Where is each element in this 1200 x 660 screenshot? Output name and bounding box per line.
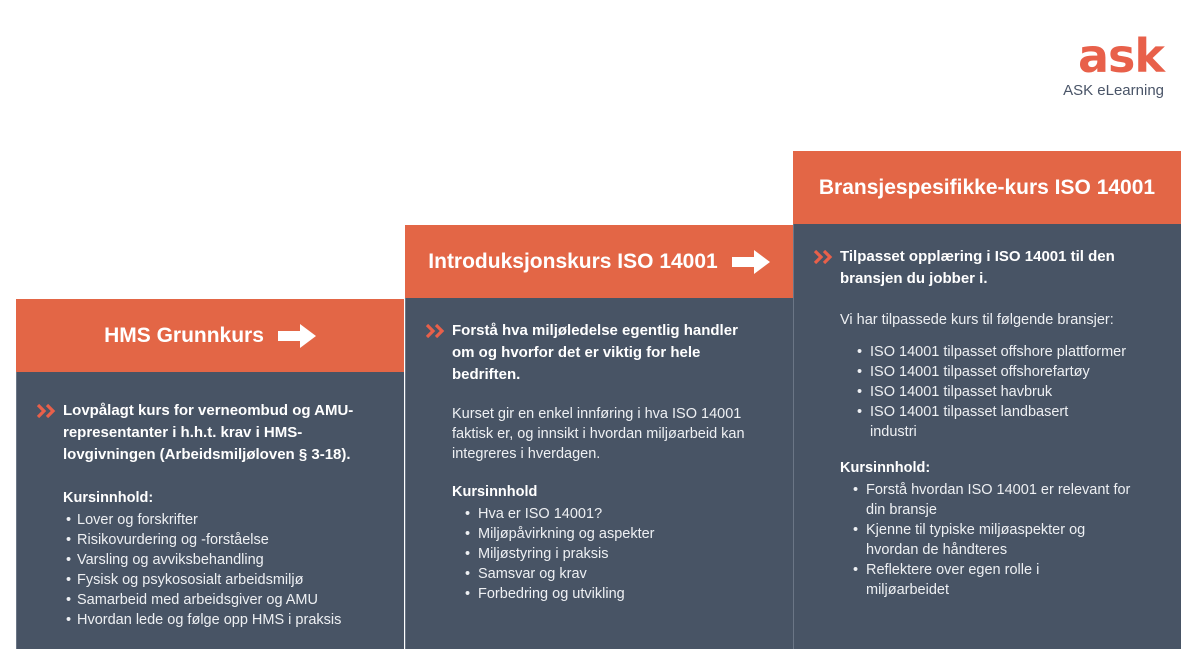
content-item: • Lover og forskrifter [63, 510, 380, 530]
content-item: • Forbedring og utvikling [462, 584, 769, 604]
logo-subtitle: ASK eLearning [1063, 82, 1164, 99]
course-lead: Forstå hva miljøledelse egentlig handler om og hvorfor det er viktig for hele bedriften. [426, 320, 769, 386]
course-header [405, 225, 793, 298]
content-item: • Varsling og avviksbehandling [63, 550, 380, 570]
course-body [793, 224, 1181, 649]
right-arrow-icon [278, 324, 316, 348]
content-title: Kursinnhold: [63, 490, 154, 506]
content-item: • Samsvar og krav [462, 564, 769, 584]
course-column-hms-grunnkurs [16, 299, 404, 649]
ask-elearning-logo [1063, 29, 1164, 99]
right-arrow-icon [732, 250, 770, 274]
content-item: • Miljøpåvirkning og aspekter [462, 524, 769, 544]
course-column-introduksjonskurs [405, 225, 793, 649]
course-title: HMS Grunnkurs [104, 323, 264, 347]
industry-item: • ISO 14001 tilpasset offshore plattformer [854, 342, 1157, 362]
double-chevron-icon [37, 404, 59, 418]
content-list [426, 504, 769, 604]
course-body [16, 372, 404, 649]
content-title: Kursinnhold: [840, 460, 931, 476]
course-lead: Tilpasset opplæring i ISO 14001 til den bransjen du jobber i. [814, 246, 1157, 290]
content-item: • Samarbeid med arbeidsgiver og AMU [63, 590, 380, 610]
content-list [814, 480, 1157, 600]
course-lead: Lovpålagt kurs for verneombud og AMU-representanter i h.h.t. krav i HMS-lovgivningen (Arbeidsmiljøloven § 3-18). [37, 400, 380, 466]
industry-item: • ISO 14001 tilpasset offshorefartøy [854, 362, 1157, 382]
course-body [405, 298, 793, 649]
content-item: • Kjenne til typiske miljøaspekter og hvordan de håndteres [850, 520, 1157, 560]
content-title: Kursinnhold [452, 484, 538, 500]
content-item: • Miljøstyring i praksis [462, 544, 769, 564]
course-column-bransjespesifikke [793, 151, 1181, 649]
double-chevron-icon [814, 250, 836, 264]
course-header [16, 299, 404, 372]
content-item: • Risikovurdering og -forståelse [63, 530, 380, 550]
course-title: Bransjespesifikke-kurs ISO 14001 [818, 175, 1156, 199]
content-item: • Forstå hvordan ISO 14001 er relevant for din bransje [850, 480, 1157, 520]
content-item: • Fysisk og psykososialt arbeidsmiljø [63, 570, 380, 590]
content-item: • Hvordan lede og følge opp HMS i praksis [63, 610, 380, 630]
logo-mark: ask [1077, 29, 1164, 83]
course-description: Vi har tilpassede kurs til følgende bransjer: [840, 312, 1114, 328]
content-item: • Reflektere over egen rolle i miljøarbeidet [850, 560, 1157, 600]
course-title: Introduksjonskurs ISO 14001 [428, 249, 718, 273]
course-description: Kurset gir en enkel innføring i hva ISO 14001 faktisk er, og innsikt i hvordan miljøarbeid kan integreres i hverdagen. [452, 406, 745, 462]
industry-item: • ISO 14001 tilpasset landbasert industri [854, 402, 1157, 442]
course-header [793, 151, 1181, 224]
industry-list [814, 342, 1157, 442]
industry-item: • ISO 14001 tilpasset havbruk [854, 382, 1157, 402]
content-list [37, 510, 380, 630]
content-item: • Hva er ISO 14001? [462, 504, 769, 524]
double-chevron-icon [426, 324, 448, 338]
